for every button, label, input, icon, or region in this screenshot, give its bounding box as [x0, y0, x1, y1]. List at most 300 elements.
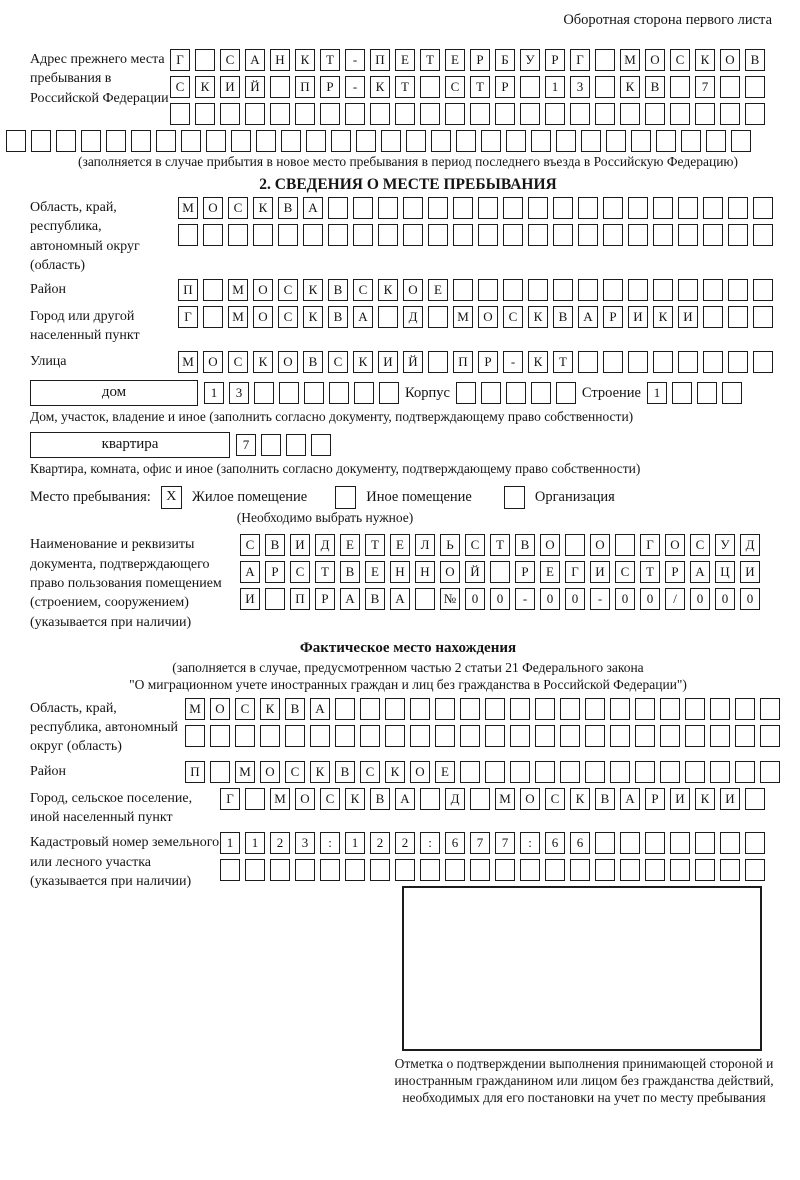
- char-cell[interactable]: 1: [204, 382, 224, 404]
- char-cell[interactable]: [531, 382, 551, 404]
- char-cell[interactable]: [603, 279, 623, 301]
- char-cell[interactable]: [478, 279, 498, 301]
- char-cell[interactable]: О: [295, 788, 315, 810]
- char-cell[interactable]: [185, 725, 205, 747]
- char-cell[interactable]: [565, 534, 585, 556]
- char-cell[interactable]: С: [615, 561, 635, 583]
- char-cell[interactable]: 6: [545, 832, 565, 854]
- char-cell[interactable]: [445, 103, 465, 125]
- char-cell[interactable]: [528, 197, 548, 219]
- char-cell[interactable]: Е: [540, 561, 560, 583]
- char-cell[interactable]: [295, 103, 315, 125]
- char-cell[interactable]: А: [340, 588, 360, 610]
- char-cell[interactable]: [645, 103, 665, 125]
- char-cell[interactable]: [453, 197, 473, 219]
- char-cell[interactable]: Д: [315, 534, 335, 556]
- char-cell[interactable]: [195, 103, 215, 125]
- char-cell[interactable]: К: [370, 76, 390, 98]
- char-cell[interactable]: [760, 698, 780, 720]
- char-cell[interactable]: [378, 306, 398, 328]
- char-cell[interactable]: [728, 351, 748, 373]
- char-cell[interactable]: [653, 197, 673, 219]
- char-cell[interactable]: [260, 725, 280, 747]
- char-cell[interactable]: 0: [565, 588, 585, 610]
- char-cell[interactable]: О: [440, 561, 460, 583]
- char-cell[interactable]: [553, 279, 573, 301]
- char-cell[interactable]: [378, 197, 398, 219]
- char-cell[interactable]: О: [540, 534, 560, 556]
- char-cell[interactable]: 6: [570, 832, 590, 854]
- char-cell[interactable]: [535, 698, 555, 720]
- char-cell[interactable]: [703, 224, 723, 246]
- char-cell[interactable]: [703, 279, 723, 301]
- char-cell[interactable]: :: [320, 832, 340, 854]
- char-cell[interactable]: [570, 859, 590, 881]
- char-cell[interactable]: В: [335, 761, 355, 783]
- char-cell[interactable]: [560, 725, 580, 747]
- char-cell[interactable]: [295, 859, 315, 881]
- char-cell[interactable]: [672, 382, 692, 404]
- char-cell[interactable]: Б: [495, 49, 515, 71]
- char-cell[interactable]: Е: [340, 534, 360, 556]
- char-cell[interactable]: [645, 832, 665, 854]
- char-cell[interactable]: [635, 725, 655, 747]
- char-cell[interactable]: О: [410, 761, 430, 783]
- char-cell[interactable]: [415, 588, 435, 610]
- char-cell[interactable]: [360, 698, 380, 720]
- char-cell[interactable]: [620, 103, 640, 125]
- char-cell[interactable]: [695, 103, 715, 125]
- char-cell[interactable]: Н: [390, 561, 410, 583]
- char-cell[interactable]: [628, 197, 648, 219]
- char-cell[interactable]: [653, 351, 673, 373]
- char-cell[interactable]: [270, 76, 290, 98]
- char-cell[interactable]: Р: [603, 306, 623, 328]
- char-cell[interactable]: С: [360, 761, 380, 783]
- char-cell[interactable]: [670, 859, 690, 881]
- char-cell[interactable]: [328, 224, 348, 246]
- char-cell[interactable]: [697, 382, 717, 404]
- stay-type-checkbox-zhiloe[interactable]: X: [161, 486, 182, 509]
- char-cell[interactable]: [420, 788, 440, 810]
- char-cell[interactable]: [481, 130, 501, 152]
- char-cell[interactable]: [556, 130, 576, 152]
- char-cell[interactable]: [706, 130, 726, 152]
- char-cell[interactable]: П: [290, 588, 310, 610]
- char-cell[interactable]: [628, 279, 648, 301]
- char-cell[interactable]: [203, 279, 223, 301]
- char-cell[interactable]: А: [240, 561, 260, 583]
- char-cell[interactable]: [753, 224, 773, 246]
- char-cell[interactable]: Н: [270, 49, 290, 71]
- char-cell[interactable]: С: [545, 788, 565, 810]
- char-cell[interactable]: [203, 224, 223, 246]
- char-cell[interactable]: [631, 130, 651, 152]
- char-cell[interactable]: М: [228, 306, 248, 328]
- char-cell[interactable]: К: [528, 351, 548, 373]
- char-cell[interactable]: Г: [178, 306, 198, 328]
- char-cell[interactable]: [760, 761, 780, 783]
- char-cell[interactable]: [578, 279, 598, 301]
- char-cell[interactable]: С: [228, 351, 248, 373]
- char-cell[interactable]: [270, 859, 290, 881]
- char-cell[interactable]: [381, 130, 401, 152]
- char-cell[interactable]: Е: [365, 561, 385, 583]
- char-cell[interactable]: [620, 832, 640, 854]
- char-cell[interactable]: И: [378, 351, 398, 373]
- char-cell[interactable]: В: [285, 698, 305, 720]
- char-cell[interactable]: О: [403, 279, 423, 301]
- char-cell[interactable]: [278, 224, 298, 246]
- char-cell[interactable]: К: [260, 698, 280, 720]
- char-cell[interactable]: [378, 224, 398, 246]
- char-cell[interactable]: [615, 534, 635, 556]
- char-cell[interactable]: [660, 698, 680, 720]
- char-cell[interactable]: [595, 49, 615, 71]
- char-cell[interactable]: [356, 130, 376, 152]
- char-cell[interactable]: [495, 103, 515, 125]
- char-cell[interactable]: [745, 76, 765, 98]
- char-cell[interactable]: [470, 859, 490, 881]
- char-cell[interactable]: [660, 725, 680, 747]
- char-cell[interactable]: [435, 725, 455, 747]
- char-cell[interactable]: [510, 725, 530, 747]
- char-cell[interactable]: [710, 761, 730, 783]
- char-cell[interactable]: [428, 224, 448, 246]
- char-cell[interactable]: [428, 351, 448, 373]
- char-cell[interactable]: [360, 725, 380, 747]
- char-cell[interactable]: [535, 725, 555, 747]
- char-cell[interactable]: С: [503, 306, 523, 328]
- char-cell[interactable]: [595, 859, 615, 881]
- char-cell[interactable]: Т: [395, 76, 415, 98]
- char-cell[interactable]: А: [620, 788, 640, 810]
- char-cell[interactable]: -: [590, 588, 610, 610]
- char-cell[interactable]: О: [203, 351, 223, 373]
- char-cell[interactable]: [728, 279, 748, 301]
- char-cell[interactable]: [506, 382, 526, 404]
- char-cell[interactable]: К: [253, 351, 273, 373]
- char-cell[interactable]: А: [353, 306, 373, 328]
- char-cell[interactable]: К: [295, 49, 315, 71]
- char-cell[interactable]: Т: [320, 49, 340, 71]
- char-cell[interactable]: [578, 224, 598, 246]
- char-cell[interactable]: [56, 130, 76, 152]
- char-cell[interactable]: С: [278, 279, 298, 301]
- char-cell[interactable]: [379, 382, 399, 404]
- char-cell[interactable]: С: [328, 351, 348, 373]
- char-cell[interactable]: О: [645, 49, 665, 71]
- char-cell[interactable]: В: [303, 351, 323, 373]
- char-cell[interactable]: [245, 788, 265, 810]
- char-cell[interactable]: С: [235, 698, 255, 720]
- char-cell[interactable]: В: [340, 561, 360, 583]
- char-cell[interactable]: С: [170, 76, 190, 98]
- char-cell[interactable]: [635, 698, 655, 720]
- char-cell[interactable]: Ь: [440, 534, 460, 556]
- char-cell[interactable]: О: [260, 761, 280, 783]
- char-cell[interactable]: И: [678, 306, 698, 328]
- char-cell[interactable]: П: [295, 76, 315, 98]
- char-cell[interactable]: Р: [478, 351, 498, 373]
- char-cell[interactable]: [528, 224, 548, 246]
- char-cell[interactable]: Е: [445, 49, 465, 71]
- char-cell[interactable]: К: [620, 76, 640, 98]
- char-cell[interactable]: [220, 103, 240, 125]
- char-cell[interactable]: С: [278, 306, 298, 328]
- char-cell[interactable]: Т: [640, 561, 660, 583]
- char-cell[interactable]: 2: [270, 832, 290, 854]
- char-cell[interactable]: Т: [365, 534, 385, 556]
- char-cell[interactable]: К: [378, 279, 398, 301]
- char-cell[interactable]: [710, 725, 730, 747]
- char-cell[interactable]: В: [328, 279, 348, 301]
- char-cell[interactable]: [628, 351, 648, 373]
- char-cell[interactable]: 0: [740, 588, 760, 610]
- char-cell[interactable]: -: [503, 351, 523, 373]
- char-cell[interactable]: [478, 197, 498, 219]
- char-cell[interactable]: [456, 382, 476, 404]
- char-cell[interactable]: [485, 698, 505, 720]
- char-cell[interactable]: К: [385, 761, 405, 783]
- char-cell[interactable]: Р: [315, 588, 335, 610]
- char-cell[interactable]: [245, 103, 265, 125]
- char-cell[interactable]: -: [345, 76, 365, 98]
- char-cell[interactable]: О: [590, 534, 610, 556]
- char-cell[interactable]: [753, 197, 773, 219]
- char-cell[interactable]: И: [720, 788, 740, 810]
- char-cell[interactable]: 3: [295, 832, 315, 854]
- char-cell[interactable]: Д: [403, 306, 423, 328]
- char-cell[interactable]: [760, 725, 780, 747]
- char-cell[interactable]: С: [445, 76, 465, 98]
- char-cell[interactable]: О: [253, 306, 273, 328]
- char-cell[interactable]: [745, 859, 765, 881]
- char-cell[interactable]: [6, 130, 26, 152]
- char-cell[interactable]: И: [740, 561, 760, 583]
- char-cell[interactable]: [695, 859, 715, 881]
- char-cell[interactable]: [410, 725, 430, 747]
- char-cell[interactable]: Д: [740, 534, 760, 556]
- char-cell[interactable]: Р: [320, 76, 340, 98]
- char-cell[interactable]: [570, 103, 590, 125]
- char-cell[interactable]: [685, 698, 705, 720]
- char-cell[interactable]: [578, 197, 598, 219]
- char-cell[interactable]: Т: [315, 561, 335, 583]
- char-cell[interactable]: [531, 130, 551, 152]
- char-cell[interactable]: [320, 859, 340, 881]
- char-cell[interactable]: [306, 130, 326, 152]
- char-cell[interactable]: О: [520, 788, 540, 810]
- char-cell[interactable]: В: [370, 788, 390, 810]
- char-cell[interactable]: [745, 103, 765, 125]
- char-cell[interactable]: 3: [229, 382, 249, 404]
- char-cell[interactable]: [170, 103, 190, 125]
- char-cell[interactable]: [345, 103, 365, 125]
- char-cell[interactable]: А: [690, 561, 710, 583]
- char-cell[interactable]: [681, 130, 701, 152]
- char-cell[interactable]: Н: [415, 561, 435, 583]
- char-cell[interactable]: [603, 351, 623, 373]
- char-cell[interactable]: [286, 434, 306, 456]
- char-cell[interactable]: [703, 197, 723, 219]
- char-cell[interactable]: Т: [553, 351, 573, 373]
- char-cell[interactable]: [370, 103, 390, 125]
- char-cell[interactable]: [311, 434, 331, 456]
- char-cell[interactable]: Р: [495, 76, 515, 98]
- char-cell[interactable]: [485, 725, 505, 747]
- char-cell[interactable]: [335, 698, 355, 720]
- char-cell[interactable]: [181, 130, 201, 152]
- char-cell[interactable]: Д: [445, 788, 465, 810]
- char-cell[interactable]: [728, 224, 748, 246]
- char-cell[interactable]: [685, 761, 705, 783]
- char-cell[interactable]: [720, 76, 740, 98]
- char-cell[interactable]: Г: [565, 561, 585, 583]
- char-cell[interactable]: [231, 130, 251, 152]
- char-cell[interactable]: [420, 103, 440, 125]
- char-cell[interactable]: К: [653, 306, 673, 328]
- char-cell[interactable]: [670, 76, 690, 98]
- char-cell[interactable]: [228, 224, 248, 246]
- char-cell[interactable]: [206, 130, 226, 152]
- char-cell[interactable]: С: [670, 49, 690, 71]
- char-cell[interactable]: [503, 197, 523, 219]
- char-cell[interactable]: [510, 761, 530, 783]
- char-cell[interactable]: [370, 859, 390, 881]
- char-cell[interactable]: О: [210, 698, 230, 720]
- char-cell[interactable]: [403, 224, 423, 246]
- char-cell[interactable]: [660, 761, 680, 783]
- char-cell[interactable]: А: [390, 588, 410, 610]
- char-cell[interactable]: [428, 197, 448, 219]
- char-cell[interactable]: [753, 351, 773, 373]
- char-cell[interactable]: М: [235, 761, 255, 783]
- char-cell[interactable]: [653, 224, 673, 246]
- char-cell[interactable]: П: [185, 761, 205, 783]
- char-cell[interactable]: О: [203, 197, 223, 219]
- char-cell[interactable]: [556, 382, 576, 404]
- char-cell[interactable]: Р: [665, 561, 685, 583]
- char-cell[interactable]: /: [665, 588, 685, 610]
- char-cell[interactable]: [270, 103, 290, 125]
- char-cell[interactable]: [520, 103, 540, 125]
- char-cell[interactable]: [420, 859, 440, 881]
- char-cell[interactable]: [503, 279, 523, 301]
- char-cell[interactable]: [460, 698, 480, 720]
- char-cell[interactable]: [703, 351, 723, 373]
- char-cell[interactable]: С: [240, 534, 260, 556]
- char-cell[interactable]: В: [328, 306, 348, 328]
- char-cell[interactable]: И: [220, 76, 240, 98]
- char-cell[interactable]: С: [285, 761, 305, 783]
- char-cell[interactable]: [520, 76, 540, 98]
- char-cell[interactable]: [353, 197, 373, 219]
- char-cell[interactable]: 0: [490, 588, 510, 610]
- char-cell[interactable]: О: [253, 279, 273, 301]
- char-cell[interactable]: [245, 859, 265, 881]
- char-cell[interactable]: 2: [370, 832, 390, 854]
- char-cell[interactable]: [735, 698, 755, 720]
- char-cell[interactable]: [720, 832, 740, 854]
- char-cell[interactable]: [603, 224, 623, 246]
- char-cell[interactable]: [535, 761, 555, 783]
- char-cell[interactable]: [595, 76, 615, 98]
- char-cell[interactable]: Т: [420, 49, 440, 71]
- char-cell[interactable]: 1: [545, 76, 565, 98]
- char-cell[interactable]: [281, 130, 301, 152]
- char-cell[interactable]: [545, 859, 565, 881]
- char-cell[interactable]: [303, 224, 323, 246]
- char-cell[interactable]: [735, 725, 755, 747]
- char-cell[interactable]: Е: [435, 761, 455, 783]
- char-cell[interactable]: [645, 859, 665, 881]
- char-cell[interactable]: 3: [570, 76, 590, 98]
- char-cell[interactable]: [261, 434, 281, 456]
- char-cell[interactable]: [353, 224, 373, 246]
- char-cell[interactable]: В: [515, 534, 535, 556]
- char-cell[interactable]: Г: [170, 49, 190, 71]
- char-cell[interactable]: О: [665, 534, 685, 556]
- char-cell[interactable]: [560, 698, 580, 720]
- char-cell[interactable]: И: [240, 588, 260, 610]
- char-cell[interactable]: Г: [570, 49, 590, 71]
- char-cell[interactable]: В: [265, 534, 285, 556]
- char-cell[interactable]: В: [365, 588, 385, 610]
- char-cell[interactable]: [210, 761, 230, 783]
- char-cell[interactable]: [695, 832, 715, 854]
- char-cell[interactable]: [560, 761, 580, 783]
- char-cell[interactable]: [354, 382, 374, 404]
- char-cell[interactable]: [653, 279, 673, 301]
- char-cell[interactable]: К: [303, 306, 323, 328]
- char-cell[interactable]: 1: [220, 832, 240, 854]
- char-cell[interactable]: [331, 130, 351, 152]
- char-cell[interactable]: 0: [615, 588, 635, 610]
- char-cell[interactable]: Р: [545, 49, 565, 71]
- char-cell[interactable]: [678, 351, 698, 373]
- char-cell[interactable]: В: [595, 788, 615, 810]
- char-cell[interactable]: [656, 130, 676, 152]
- char-cell[interactable]: А: [245, 49, 265, 71]
- char-cell[interactable]: [406, 130, 426, 152]
- char-cell[interactable]: [610, 725, 630, 747]
- char-cell[interactable]: К: [695, 788, 715, 810]
- char-cell[interactable]: [385, 698, 405, 720]
- char-cell[interactable]: О: [720, 49, 740, 71]
- char-cell[interactable]: 7: [695, 76, 715, 98]
- char-cell[interactable]: [745, 788, 765, 810]
- char-cell[interactable]: [310, 725, 330, 747]
- char-cell[interactable]: М: [270, 788, 290, 810]
- char-cell[interactable]: Е: [390, 534, 410, 556]
- char-cell[interactable]: [81, 130, 101, 152]
- char-cell[interactable]: К: [310, 761, 330, 783]
- char-cell[interactable]: [720, 859, 740, 881]
- char-cell[interactable]: :: [520, 832, 540, 854]
- char-cell[interactable]: М: [178, 197, 198, 219]
- char-cell[interactable]: [610, 698, 630, 720]
- char-cell[interactable]: А: [395, 788, 415, 810]
- char-cell[interactable]: [753, 279, 773, 301]
- char-cell[interactable]: П: [453, 351, 473, 373]
- char-cell[interactable]: 1: [245, 832, 265, 854]
- char-cell[interactable]: [490, 561, 510, 583]
- char-cell[interactable]: [495, 859, 515, 881]
- char-cell[interactable]: [403, 197, 423, 219]
- char-cell[interactable]: [131, 130, 151, 152]
- char-cell[interactable]: В: [745, 49, 765, 71]
